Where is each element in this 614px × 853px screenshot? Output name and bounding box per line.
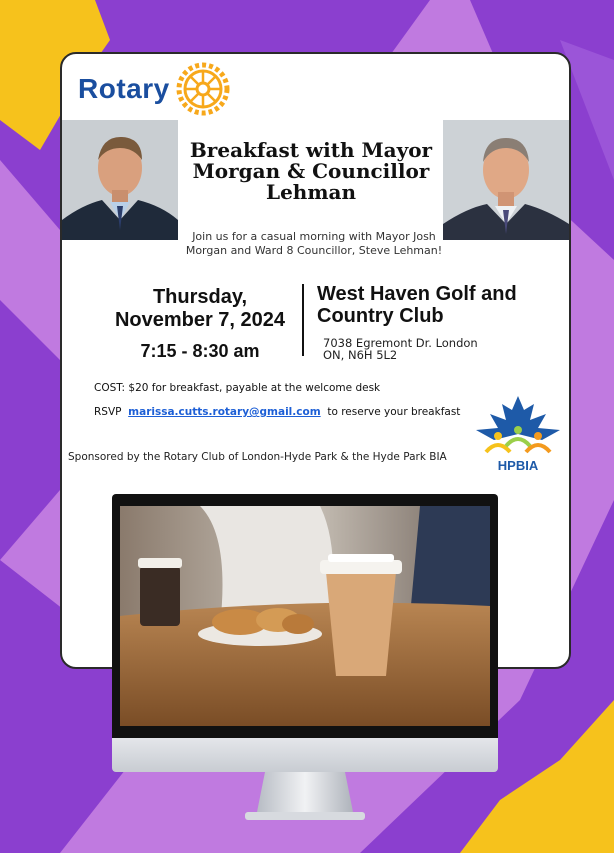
monitor-screen-frame — [112, 494, 498, 738]
rsvp-suffix: to reserve your breakfast — [327, 406, 461, 418]
event-venue — [317, 283, 557, 361]
rsvp-info — [94, 406, 460, 418]
monitor-graphic — [112, 494, 498, 824]
mayor-photo — [62, 120, 178, 240]
monitor-chin — [112, 738, 498, 772]
sponsor-text: Sponsored by the Rotary Club of London-Hyde Park & the Hyde Park BIA — [68, 451, 447, 463]
coffee-photo — [120, 506, 490, 726]
monitor-stand — [235, 772, 375, 824]
event-intro: Join us for a casual morning with Mayor Josh Morgan and Ward 8 Councillor, Steve Lehman! — [185, 230, 443, 257]
venue-address: 7038 Egremont Dr. London ON, N6H 5L2 — [323, 336, 478, 362]
event-date: November 7, 2024 — [114, 309, 286, 331]
rotary-logo-text: Rotary — [78, 73, 170, 104]
event-time: 7:15 - 8:30 am — [140, 341, 260, 361]
cost-info: COST: $20 for breakfast, payable at the welcome desk — [94, 382, 381, 394]
vertical-divider — [302, 284, 304, 356]
event-title: Breakfast with Mayor Morgan & Councillor Lehman — [189, 138, 433, 204]
hpbia-logo — [468, 394, 568, 474]
event-day: Thursday, — [152, 286, 248, 308]
venue-name: West Haven Golf and Country Club — [317, 283, 517, 327]
councillor-photo — [443, 120, 569, 240]
rsvp-label: RSVP — [94, 406, 122, 418]
maple-leaf-people-icon — [476, 396, 560, 452]
rotary-wheel-icon — [176, 62, 230, 116]
rsvp-email-link[interactable]: marissa.cutts.rotary@gmail.com — [128, 406, 321, 418]
event-datetime — [100, 286, 300, 362]
rotary-logo — [78, 62, 230, 116]
hpbia-logo-text: HPBIA — [497, 458, 539, 473]
